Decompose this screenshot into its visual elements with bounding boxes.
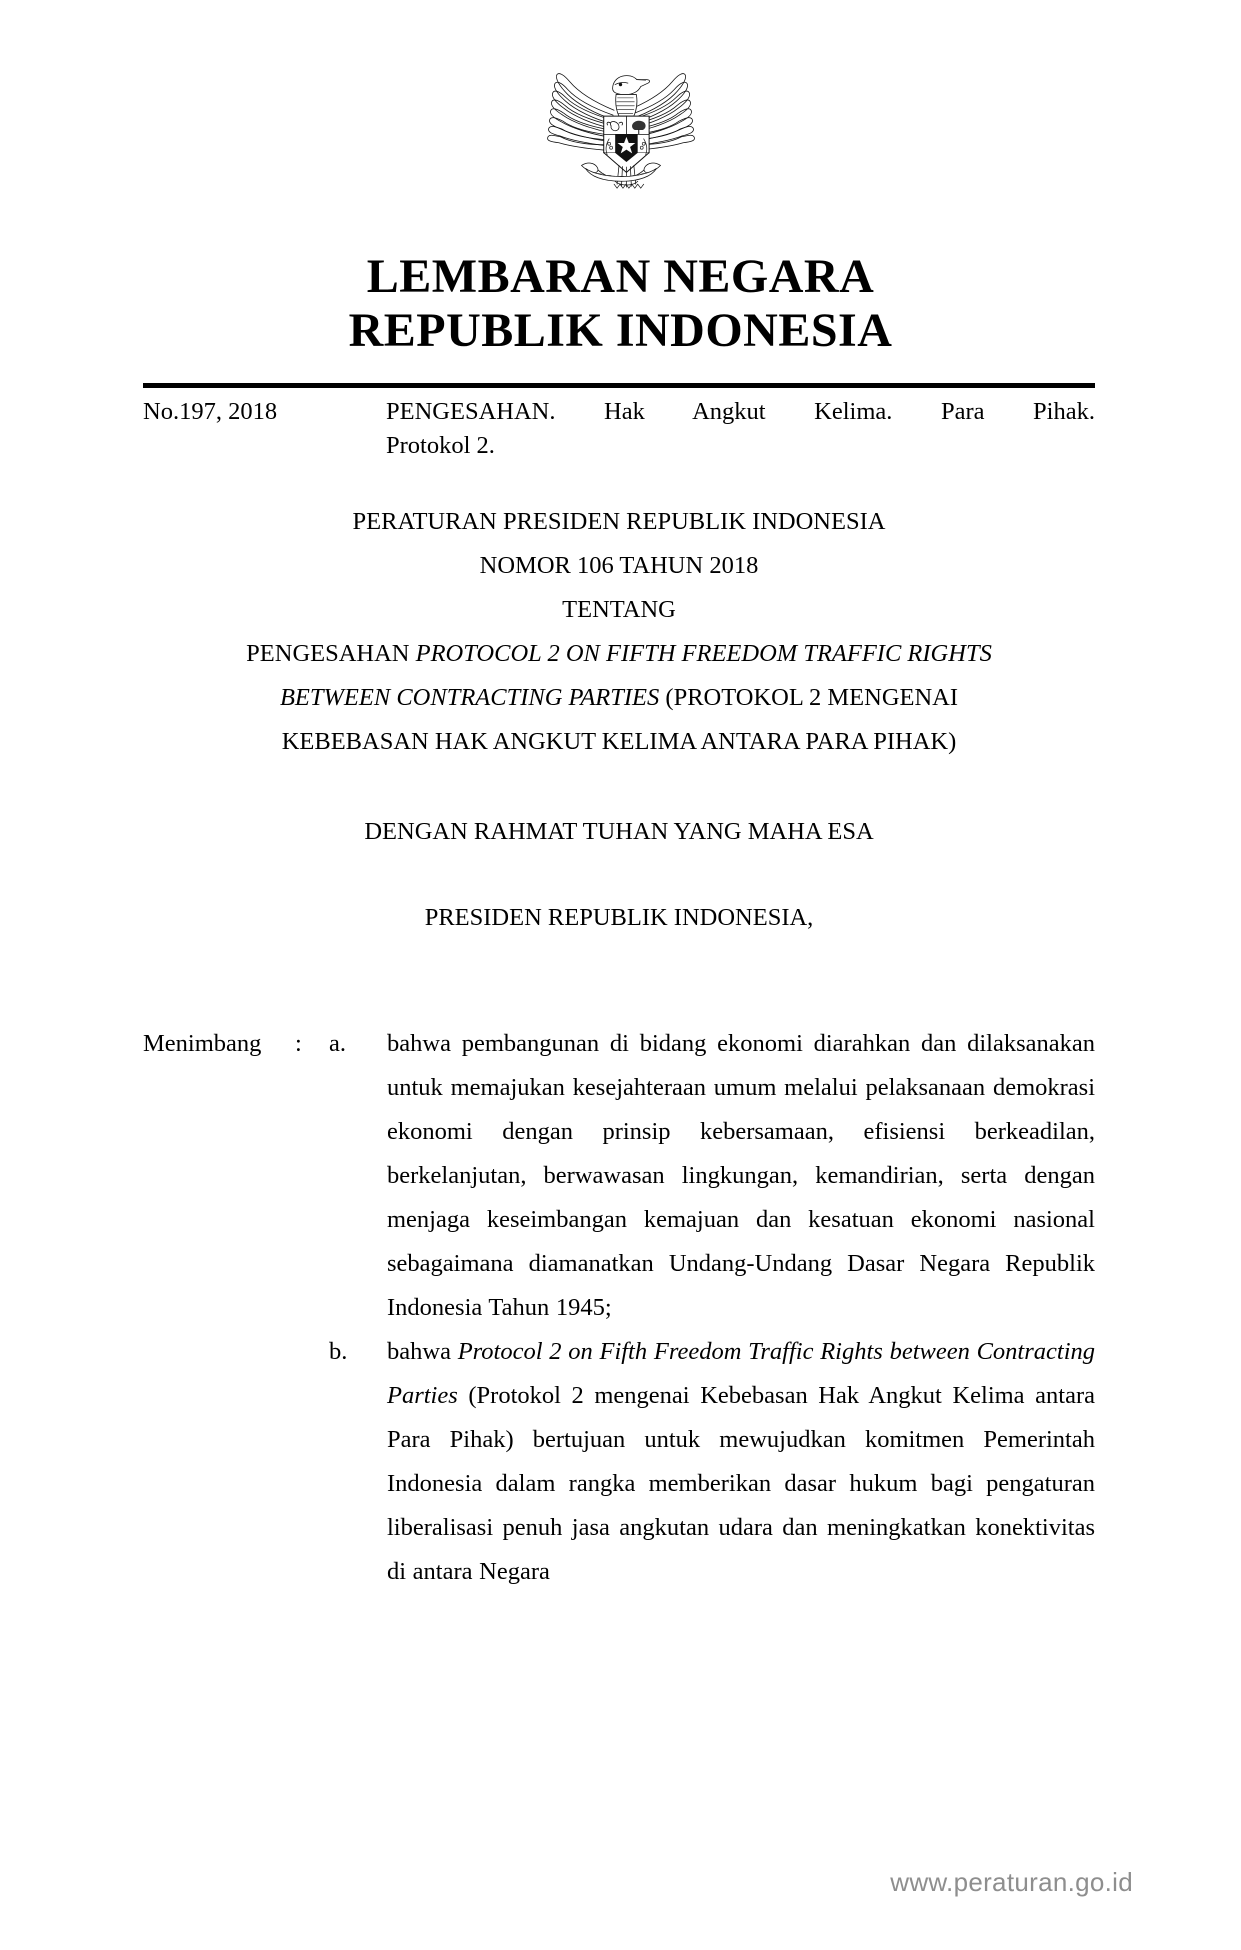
title-line-4	[143, 632, 1095, 676]
item-text-b-suffix: (Protokol 2 mengenai Kebebasan Hak Angkut Kelima antara Para Pihak) bertujuan untuk mewujudkan komitmen Pemerintah Indonesia dalam rangka memberikan dasar hukum bagi pengaturan liberalisasi penuh jasa angkutan udara dan meningkatkan konektivitas di antara Negara	[387, 1382, 1095, 1585]
masthead	[0, 250, 1241, 358]
considering-row	[143, 1022, 1095, 1594]
item-text-b-italic: Protocol 2 on Fifth Freedom Traffic Rights between Contracting Parties	[387, 1338, 1095, 1409]
list-item	[329, 1330, 1095, 1594]
considering-clause	[143, 1022, 1095, 1594]
title-line-5-suffix: (PROTOKOL 2 MENGENAI	[659, 684, 959, 711]
regulation-title-block	[143, 500, 1095, 764]
masthead-divider	[143, 383, 1095, 388]
masthead-line-1: LEMBARAN NEGARA	[366, 250, 875, 303]
preamble-authority: PRESIDEN REPUBLIK INDONESIA,	[424, 904, 814, 931]
item-text-b-prefix: bahwa	[387, 1338, 458, 1365]
preamble-block	[143, 810, 1095, 940]
title-line-2: NOMOR 106 TAHUN 2018	[479, 552, 759, 579]
considering-items	[329, 1022, 1095, 1594]
title-line-4-italic: PROTOCOL 2 ON FIFTH FREEDOM TRAFFIC RIGHTS	[415, 640, 992, 667]
title-line-6: KEBEBASAN HAK ANGKUT KELIMA ANTARA PARA PIHAK)	[281, 728, 957, 755]
masthead-line-2: REPUBLIK INDONESIA	[348, 304, 893, 358]
footer-watermark: www.peraturan.go.id	[890, 1867, 1133, 1897]
gazette-header-line	[143, 395, 1095, 463]
title-line-3: TENTANG	[562, 596, 676, 623]
considering-label: Menimbang	[143, 1030, 262, 1057]
gazette-subject-line-2: Protokol 2.	[386, 431, 495, 459]
title-line-5	[143, 676, 1095, 720]
title-line-4-prefix: PENGESAHAN	[246, 640, 416, 667]
item-text-b	[387, 1330, 1095, 1594]
gazette-number: No.197, 2018	[143, 398, 278, 425]
title-line-1: PERATURAN PRESIDEN REPUBLIK INDONESIA	[352, 508, 886, 535]
list-item	[329, 1022, 1095, 1330]
gazette-subject-line-1: PENGESAHAN. Hak Angkut Kelima. Para Pihak.	[386, 398, 1095, 425]
item-marker-a: a.	[329, 1030, 346, 1057]
preamble-blessing: DENGAN RAHMAT TUHAN YANG MAHA ESA	[364, 818, 874, 845]
preamble-spacer	[143, 854, 1095, 896]
title-line-5-italic: BETWEEN CONTRACTING PARTIES	[279, 684, 660, 711]
garuda-pancasila-emblem	[0, 52, 1241, 205]
item-marker-b: b.	[329, 1338, 348, 1365]
considering-colon: :	[295, 1030, 302, 1057]
gazette-subject	[386, 395, 1095, 463]
item-text-a: bahwa pembangunan di bidang ekonomi diarahkan dan dilaksanakan untuk memajukan kesejahteraan umum melalui pelaksanaan demokrasi ekonomi dengan prinsip kebersamaan, efisiensi berkeadilan, berkelanjutan, berwawasan lingkungan, kemandirian, serta dengan menjaga keseimbangan kemajuan dan kesatuan ekonomi nasional sebagaimana diamanatkan Undang-Undang Dasar Negara Republik Indonesia Tahun 1945;	[387, 1030, 1095, 1321]
